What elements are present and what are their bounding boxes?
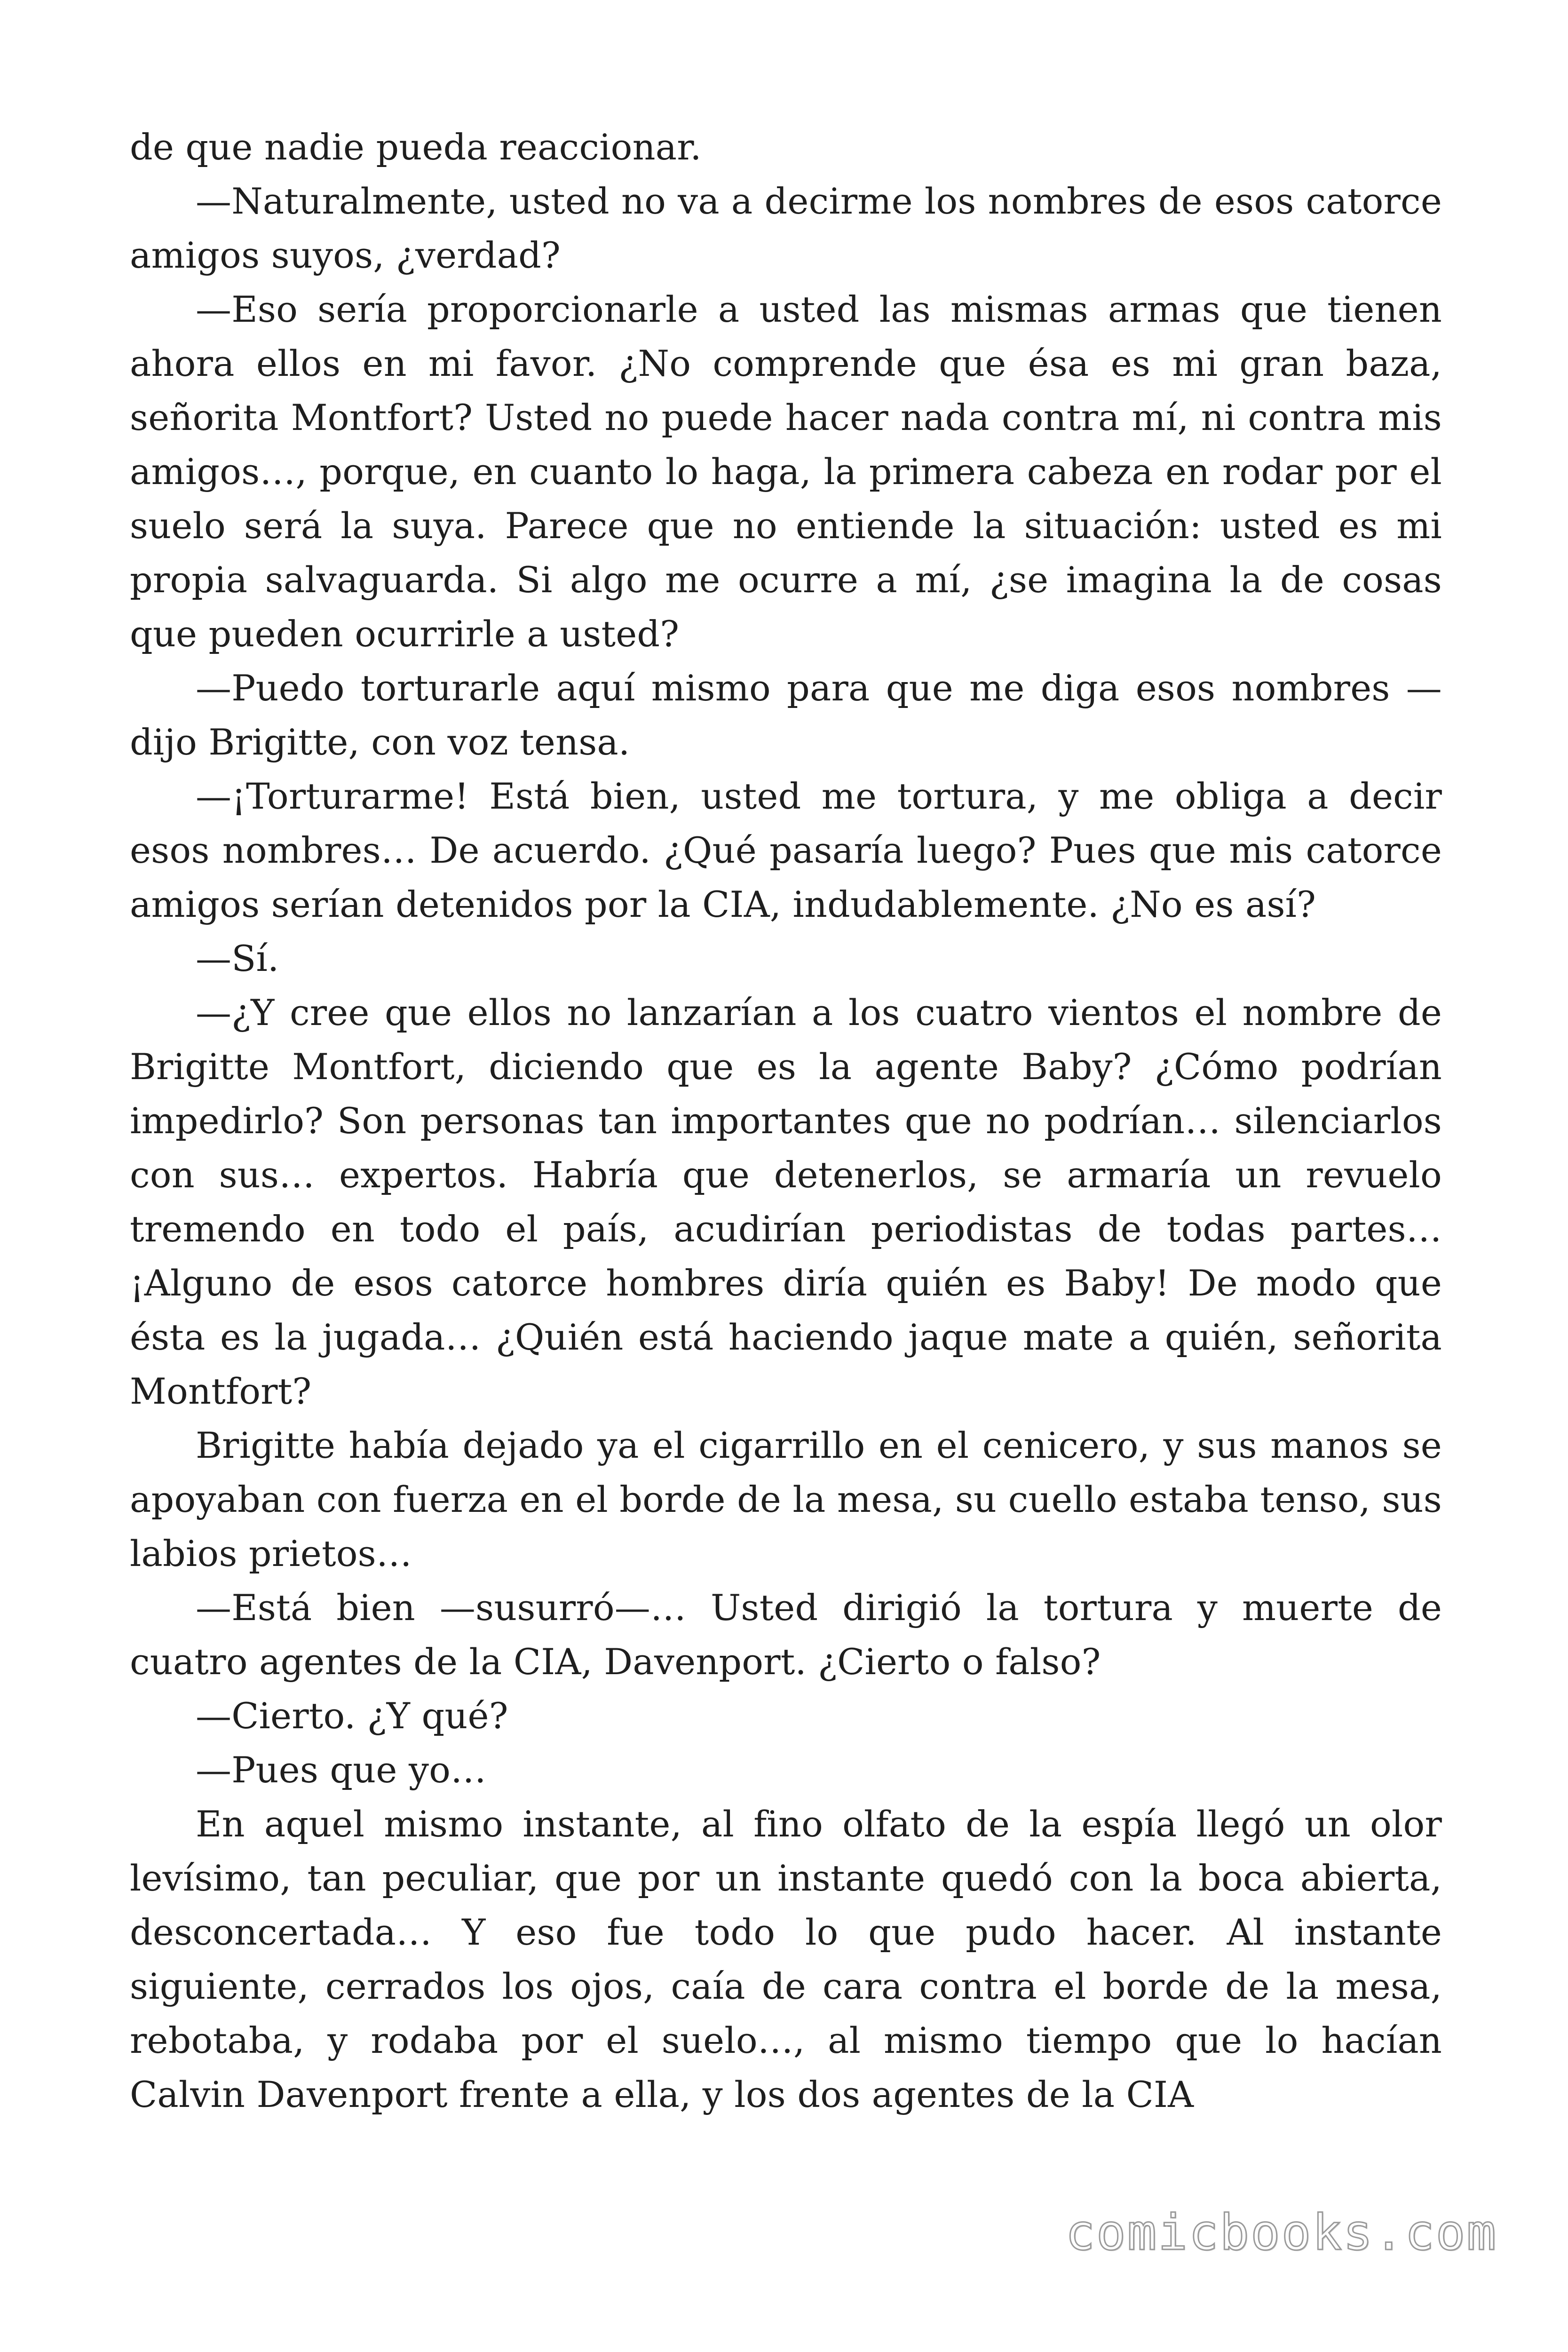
paragraph-6: —Sí. [196,938,279,979]
body-text [130,120,1442,2122]
paragraph-5: —¡Torturarme! Está bien, usted me tortura, y me obliga a decir esos nombres… De acuerdo. ¿Qué pasaría luego? Pues que mis catorce amigos serían detenidos por la CIA, indudablemente. ¿No es así? [130,775,1442,925]
paragraph-2: —Naturalmente, usted no va a decirme los nombres de esos catorce amigos suyos, ¿verdad? [130,180,1442,276]
paragraph-8: Brigitte había dejado ya el cigarrillo en el cenicero, y sus manos se apoyaban con fuerza en el borde de la mesa, su cuello estaba tenso, sus labios prietos… [130,1424,1442,1574]
paragraph-9: —Está bien —susurró—… Usted dirigió la tortura y muerte de cuatro agentes de la CIA, Davenport. ¿Cierto o falso? [130,1587,1442,1683]
paragraph-7: —¿Y cree que ellos no lanzarían a los cuatro vientos el nombre de Brigitte Montfort, diciendo que es la agente Baby? ¿Cómo podrían impedirlo? Son personas tan importantes que no podrían… silenciarlos con sus… expertos. Habría que detenerlos, se armaría un revuelo tremendo en todo el país, acudirían periodistas de todas partes… ¡Alguno de esos catorce hombres diría quién es Baby! De modo que ésta es la jugada… ¿Quién está haciendo jaque mate a quién, señorita Montfort? [130,992,1442,1412]
watermark-text: comicbooks.com [1065,2204,1497,2261]
paragraph-11: —Pues que yo… [196,1749,487,1791]
paragraph-10: —Cierto. ¿Y qué? [196,1695,508,1737]
paragraph-1: de que nadie pueda reaccionar. [130,126,702,168]
paragraph-12: En aquel mismo instante, al fino olfato de la espía llegó un olor levísimo, tan peculiar, que por un instante quedó con la boca abierta, desconcertada… Y eso fue todo lo que pudo hacer. Al instante siguiente, cerrados los ojos, caía de cara contra el borde de la mesa, rebotaba, y rodaba por el suelo…, al mismo tiempo que lo hacían Calvin Davenport frente a ella, y los dos agentes de la CIA [130,1803,1442,2115]
paragraph-4: —Puedo torturarle aquí mismo para que me diga esos nombres — dijo Brigitte, con voz tensa. [130,667,1442,763]
paragraph-3: —Eso sería proporcionarle a usted las mismas armas que tienen ahora ellos en mi favor. ¿No comprende que ésa es mi gran baza, señorita Montfort? Usted no puede hacer nada contra mí, ni contra mis amigos…, porque, en cuanto lo haga, la primera cabeza en rodar por el suelo será la suya. Parece que no entiende la situación: usted es mi propia salvaguarda. Si algo me ocurre a mí, ¿se imagina la de cosas que pueden ocurrirle a usted? [130,288,1442,655]
